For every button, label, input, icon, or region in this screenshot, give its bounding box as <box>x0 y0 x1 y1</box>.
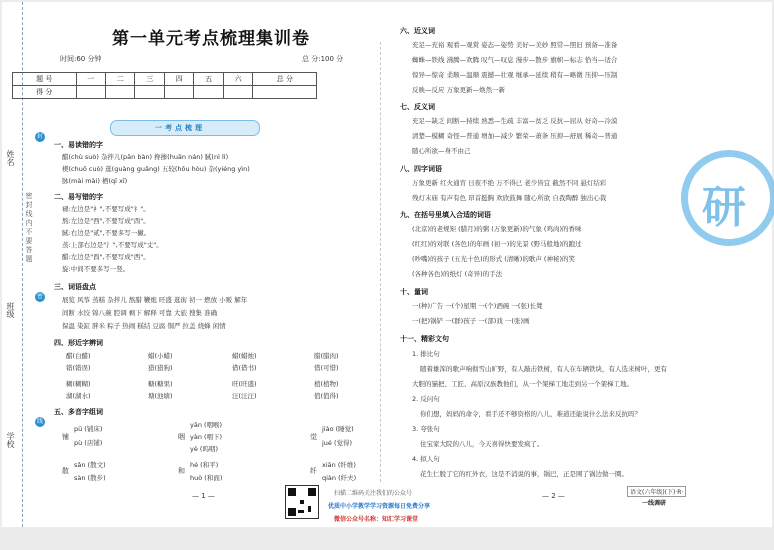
text-line: 旋:中间不要多写一竖。 <box>62 265 130 273</box>
exam-paper <box>2 2 772 527</box>
polyphone-reading: sàn (散步) <box>74 474 106 482</box>
word-pair: 植(植物) <box>314 380 339 388</box>
text-line: 醋:左边是"酉",不要写成"西"。 <box>62 253 150 261</box>
polyphone-reading: pū (铺床) <box>74 425 103 433</box>
text-line: (各种各色)的纸灯 (奇异)的手法 <box>412 270 503 278</box>
section-heading: 十一、精彩文句 <box>400 335 449 343</box>
text-line: 充足—缺乏 间断—持续 熟悉—生疏 丰富—贫乏 反抗—屈从 好奇—冷漠 <box>412 117 618 125</box>
name-label: 姓名 <box>6 150 15 166</box>
section-heading: 五、多音字组词 <box>54 408 103 416</box>
word-pair: 腊(腊肉) <box>314 352 339 360</box>
section-heading: 三、词语盘点 <box>54 283 96 291</box>
score-total-label: 总 分:100 分 <box>302 55 344 63</box>
seal-dot: 线 <box>36 418 43 425</box>
polyphone-reading: jiào (睡觉) <box>322 425 354 433</box>
word-pair: 借(借书) <box>232 364 257 372</box>
text-line: (吵嘴)的孩子 (五光十色)的形式 (清晰)的歌声 (神秘)的笑 <box>412 255 575 263</box>
polyphone-reading: qiàn (纤夫) <box>322 474 357 482</box>
score-cell: 一 <box>76 73 105 86</box>
watermark-stamp <box>681 150 774 246</box>
text-line: 脉(mài mài) 栖(qī xī) <box>62 177 128 185</box>
section-heading: 九、在括号里填入合适的词语 <box>400 211 491 219</box>
question-label: 4. 拟人句 <box>412 455 440 463</box>
sentence-text: 住宝家大院的八儿，今天喜得快要发疯了。 <box>420 440 544 448</box>
score-cell: 五 <box>194 73 223 86</box>
polyphone-char: 觉 <box>310 433 317 441</box>
text-line: 充足—充裕 观看—观赏 姿态—姿势 美好—美妙 照常—照旧 预备—准备 <box>412 41 618 49</box>
page-title: 第一单元考点梳理集训卷 <box>112 29 310 49</box>
score-input[interactable] <box>223 86 252 99</box>
text-line: 腻:右边是"贰",不要多写一撇。 <box>62 229 151 237</box>
polyphone-reading: hé (和平) <box>190 461 219 469</box>
polyphone-reading: yàn (咽下) <box>190 433 223 441</box>
promo-line: 优质中小学教学学习资源每日免费分享 <box>328 503 431 510</box>
banner-label: 一考点梳理 <box>155 124 205 132</box>
text-line: (红红)的对联 (各色)的年画 (初一)的光景 (野马般地)的跑过 <box>412 240 582 248</box>
word-pair: 糊(糊糊) <box>66 380 91 388</box>
text-line: 保温 染缸 胖米 粽子 热闹 糕结 豆腐 铜严 拉盖 烧蜂 闲情 <box>62 322 226 330</box>
text-line: 万象更新 红火通宵 日夜不绝 万不得已 老少皆宜 截然不同 悬灯结彩 <box>412 179 607 187</box>
section-heading: 八、四字词语 <box>400 165 442 173</box>
seal-note: 密封线内不要答题 <box>25 192 33 264</box>
section-heading: 一、易读错的字 <box>54 141 103 149</box>
scan-hint: 扫描二维码关注我们的公众号 <box>334 490 413 497</box>
question-label: 2. 反问句 <box>412 395 440 403</box>
section-heading: 四、形近字辨词 <box>54 339 103 347</box>
section-banner <box>110 120 260 136</box>
score-cell: 得 分 <box>13 86 77 99</box>
text-line: 蜘蛛—铁线 沸腾—欢腾 叹气—叹息 漫步—散步 旗帜—标志 恰当—适合 <box>412 56 618 64</box>
school-label: 学校 <box>6 432 15 448</box>
question-label: 1. 排比句 <box>412 350 440 358</box>
polyphone-char: 咽 <box>178 433 185 441</box>
sentence-text: 大胆的猫把、工匠、高原汉族教他们，从一个架梯工地走到另一个架梯工地。 <box>412 380 633 388</box>
seal-dot: 封 <box>36 133 43 140</box>
polyphone-reading: sǎn (散文) <box>74 461 106 469</box>
text-line: 展览 风筝 蒸糕 杂拌儿 熬腊 鞭炮 旺盛 逛街 初一 燃放 小贩 解年 <box>62 296 248 304</box>
word-pair: 值(值得) <box>314 392 339 400</box>
text-line: 楔(chuō cuò) 逛(guàng guǎng) 五较(hōu hòu) 杂(yiéng yìn) <box>62 165 250 173</box>
word-pair: 惜(可惜) <box>314 364 339 372</box>
text-line: 清楚—模糊 奇怪—普通 增加—减少 繁荣—萧条 压抑—舒展 稀奇—普通 <box>412 132 618 140</box>
book-tag: 语文(六年级)(下)·R· <box>627 486 686 497</box>
polyphone-reading: jué (觉得) <box>322 439 353 447</box>
section-heading: 六、近义词 <box>400 27 435 35</box>
polyphone-reading: yān (咽喉) <box>190 421 223 429</box>
polyphone-reading: xiān (纤维) <box>322 461 356 469</box>
class-label: 班级 <box>6 302 15 318</box>
score-input[interactable] <box>194 86 223 99</box>
score-cell: 二 <box>106 73 135 86</box>
text-line: 一(种)广告 一(个)星期 一(个)酒碗 一(张)长凳 <box>412 302 543 310</box>
polyphone-char: 和 <box>178 467 185 475</box>
sentence-text: 随着雄浑的歌声响彻雪山旷野，有人敲击铁树，有人在车辆铁块，有人选来树叶，更有 <box>420 365 667 373</box>
word-pair: 错(错误) <box>66 364 91 372</box>
score-cell: 六 <box>223 73 252 86</box>
word-pair: 糖(糖果) <box>148 380 173 388</box>
text-line: 蒸:上部右边是"氵",不要写成"丈"。 <box>62 241 163 249</box>
score-input[interactable] <box>164 86 193 99</box>
page-number: — 1 — <box>192 492 215 500</box>
word-pair: 湖(湖水) <box>66 392 91 400</box>
score-header-row <box>13 73 317 86</box>
text-line: 惊异—惊奇 柔顺—温顺 震撼—壮观 继承—延续 稍有—略微 压抑—压制 <box>412 71 618 79</box>
polyphone-char: 铺 <box>62 433 69 441</box>
score-cell: 题 号 <box>13 73 77 86</box>
word-pair: 醋(白醋) <box>66 352 91 360</box>
text-line: 醋(chù suò) 杂拌儿(pān bàn) 搀掺(huān nán) 腻(nì lì) <box>62 153 229 161</box>
polyphone-reading: huò (和面) <box>190 474 223 482</box>
score-cell: 三 <box>135 73 164 86</box>
section-heading: 十、量词 <box>400 288 428 296</box>
text-line: 一(把)锅铲 一(群)孩子 一(部)戏 一(张)画 <box>412 317 530 325</box>
text-line: 反映—反应 万象更新—焕然一新 <box>412 86 506 94</box>
polyphone-char: 散 <box>62 467 69 475</box>
score-input[interactable] <box>135 86 164 99</box>
question-label: 3. 夸张句 <box>412 425 440 433</box>
word-pair: 猎(猎狗) <box>148 364 173 372</box>
page-divider <box>380 42 381 482</box>
qr-code[interactable] <box>285 485 319 519</box>
text-line: 褪:左边是"衤",不要写成"礻"。 <box>62 205 150 213</box>
polyphone-char: 纤 <box>310 467 317 475</box>
text-line: 残灯末庙 有声有色 昂首挺胸 欢欣鼓舞 随心所欲 自我陶醉 独出心裁 <box>412 194 607 202</box>
word-pair: 汪(汪汪) <box>232 392 257 400</box>
section-heading: 二、易写错的字 <box>54 193 103 201</box>
score-cell: 总 分 <box>253 73 317 86</box>
text-line: 熬:左边是"西",不要写成"酉"。 <box>62 217 150 225</box>
score-cell: 四 <box>164 73 193 86</box>
score-input[interactable] <box>253 86 317 99</box>
sentence-text: 你们想，妈妈的命令，看手还不够资格的八儿，难道还能说什么法来反抗吗？ <box>420 410 641 418</box>
word-pair: 蜡(小蜡) <box>148 352 173 360</box>
stamp-glyph: 研 <box>702 182 746 233</box>
page-number: — 2 — <box>542 492 565 500</box>
score-input[interactable] <box>76 86 105 99</box>
text-line: (北京)的老规矩 (腊月)的粥 (万象更新)的气象 (鸡肉)的香味 <box>412 225 582 233</box>
time-label: 时间:60 分钟 <box>60 55 102 63</box>
word-pair: 塘(池塘) <box>148 392 173 400</box>
score-value-row <box>13 86 317 99</box>
score-table <box>12 72 317 99</box>
word-pair: 蜡(蜡烛) <box>232 352 257 360</box>
polyphone-reading: pù (店铺) <box>74 439 103 447</box>
word-pair: 旺(旺盛) <box>232 380 257 388</box>
text-line: 间断 水饺 锦八碗 腔调 剩下 解释 可靠 大旅 搜集 准确 <box>62 309 218 317</box>
score-input[interactable] <box>106 86 135 99</box>
polyphone-reading: yè (呜咽) <box>190 445 218 453</box>
promo-line: 微信公众号名称：知汇学习课堂 <box>334 516 419 523</box>
text-line: 随心所欲—身不由己 <box>412 147 471 155</box>
section-heading: 七、反义词 <box>400 103 435 111</box>
brand-tag: 一线调研 <box>642 500 667 507</box>
sentence-text: 花生仁脱了它的红外衣，这是不消说的事，锅巴，正是围了锅边做一圈。 <box>420 470 628 478</box>
seal-dot: 密 <box>36 293 43 300</box>
